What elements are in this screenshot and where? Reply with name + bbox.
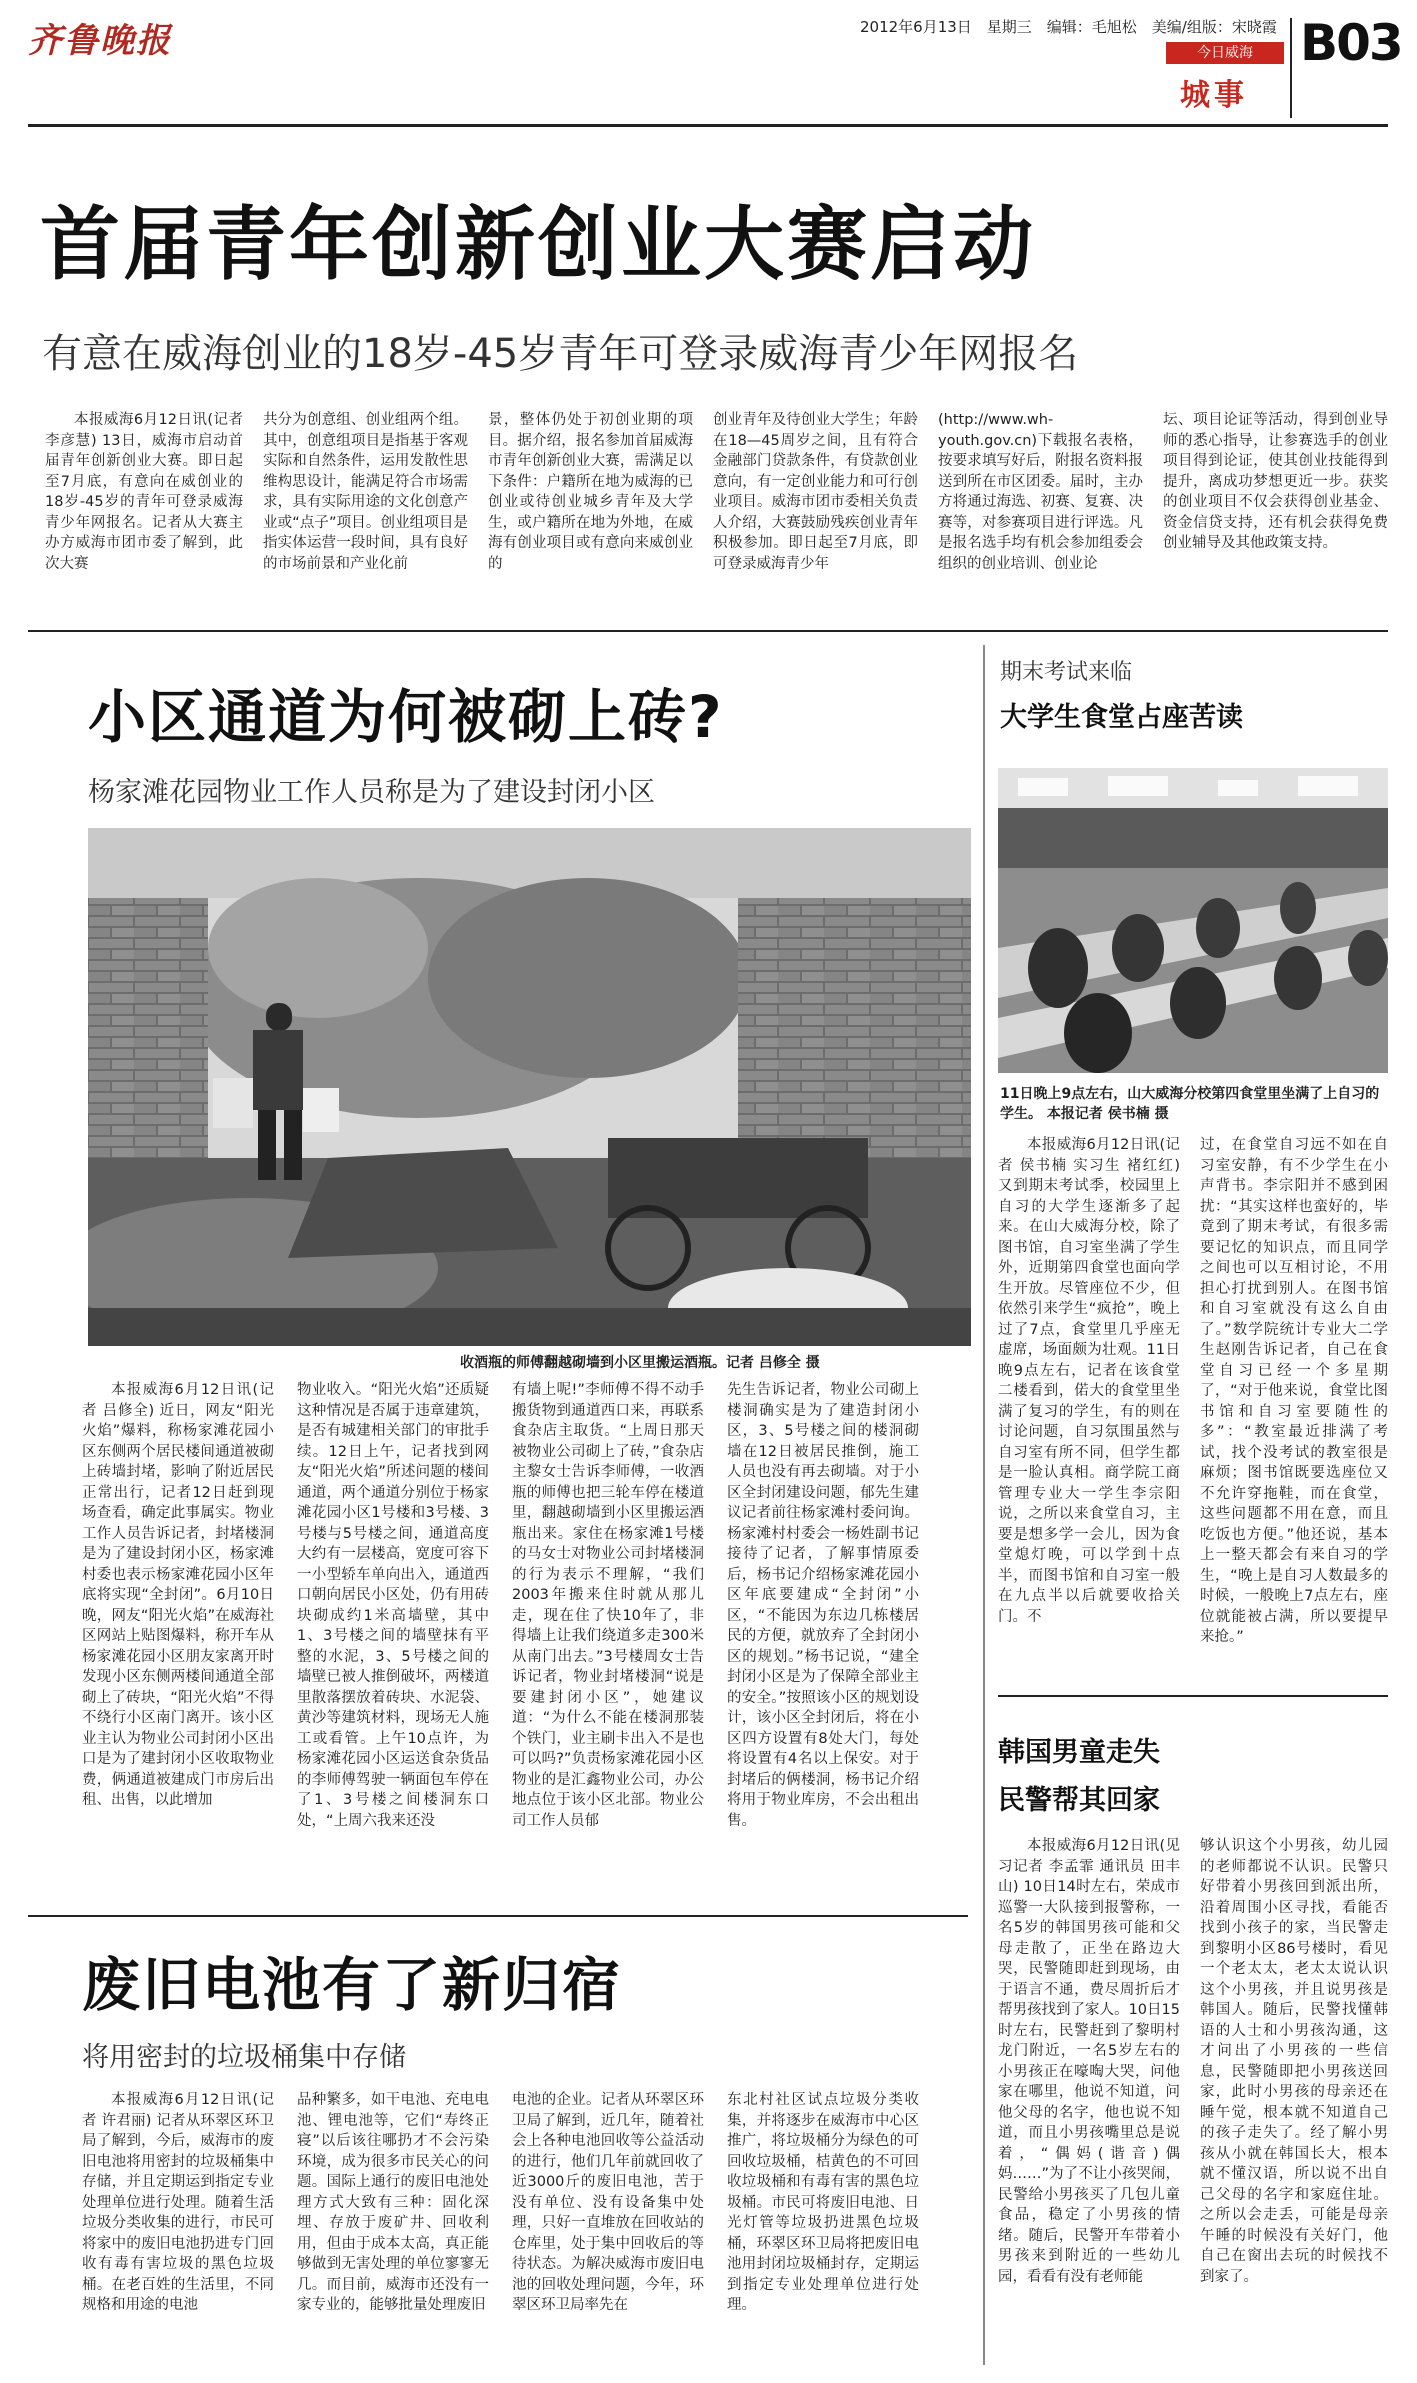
lead-col-2: 共分为创意组、创业组两个组。其中，创意组项目是指基于客观实际和自然条件，运用发散性思维构思设计，能满足符合市场需求，具有实际用途的文化创意产业或“点子”项目。创业组项目是指实体运营一段时间，具有良好的市场前景和产业化前: [263, 412, 468, 572]
story2-photo-caption: 收酒瓶的师傅翻越砌墙到小区里搬运酒瓶。记者 吕修全 摄: [460, 1355, 820, 1371]
story2-col-2: 物业收入。“阳光火焰”还质疑这种情况是否属于违章建筑，是否有城建相关部门的审批手续。12日上午，记者找到网友“阳光火焰”所述问题的楼间通道，两个通道分别位于杨家滩花园小区1号楼和3号楼、3号楼与5号楼之间，通道高度大约有一层楼高，宽度可容下一小型轿车单向出入，通道西口朝向居民小区处，仍有用砖块砌成约1米高墙壁，其中1、3号楼之间的墙壁抹有平整的水泥，3、5号楼之间的墙壁已被人推倒破坏，两楼道里散落摆放着砖块、水泥袋、黄沙等建筑材料，现场无人施工或看管。上午10点许，为杨家滩花园小区运送食杂货品的李师傅驾驶一辆面包车停在了1、3号楼之间楼洞东口处，“上周六我来还没: [297, 1382, 489, 1829]
lead-subhead: 有意在威海创业的18岁-45岁青年可登录威海青少年网报名: [42, 331, 1079, 377]
masthead-logo: 齐鲁晚报: [28, 21, 172, 61]
side1-bottom-rule: [998, 1695, 1388, 1697]
story3-col-3: 电池的企业。记者从环翠区环卫局了解到，近几年，随着社会上各种电池回收等公益活动的进行，他们几年前就回收了近3000斤的废旧电池，苦于没有单位、没有设备集中处理，只好一直堆放在回收站的仓库里，处于集中回收后的等待状态。为解决威海市废旧电池的回收处理问题，今年，环翠区环卫局率先在: [512, 2092, 704, 2313]
story2-col-4: 先生告诉记者，物业公司砌上楼洞确实是为了建造封闭小区，3、5号楼之间的楼洞砌墙在12日被居民推倒，施工人员也没有再去砌墙。对于小区全封闭建设问题，郁先生建议记者前往杨家滩村委问询。杨家滩村村委会一杨姓副书记接待了记者，了解事情原委后，杨书记介绍杨家滩花园小区年底要建成“全封闭”小区，“不能因为东边几栋楼居民的方便，就放弃了全封闭小区的规划。”杨书记说，“建全封闭小区是为了保障全部业主的安全。”按照该小区的规划设计，该小区全封闭后，将在小区四方设置有8处大门，每处将设置有4名以上保安。对于封堵后的俩楼洞，杨书记介绍将用于物业库房，不会出租出售。: [727, 1382, 919, 1829]
side1-photo: [998, 768, 1388, 1073]
side1-col-1: 本报威海6月12日讯(记者 侯书楠 实习生 褚红红) 又到期末考试季，校园里上自习的大学生逐渐多了起来。在山大威海分校，除了图书馆，自习室坐满了学生外，近期第四食堂也面向学生开放。尽管座位不少，但依然引来学生“疯抢”，晚上过了7点，食堂里几乎座无虚席，场面颇为壮观。11日晚9点左右，记者在该食堂二楼看到，偌大的食堂里坐满了复习的学生，有的则在讨论问题，自习氛围虽然与自习室有所不同，但学生都是一脸认真相。商学院工商管理专业大一学生李宗阳说，之所以来食堂自习，主要是想多学一会儿，因为食堂熄灯晚，可以学到十点半，而图书馆和自习室一般在九点半以后就要收拾关门。不: [998, 1137, 1180, 1625]
side1-col-2: 过，在食堂自习远不如在自习室安静，有不少学生在小声背书。李宗阳并不感到困扰：“其实这样也蛮好的，毕竟到了期末考试，有很多需要记忆的知识点，而且同学之间也可以互相讨论，不用担心打扰到别人。在图书馆和自习室就没有这么自由了。”数学院统计专业大二学生赵刚告诉记者，自己在食堂自习已经一个多星期了，“对于他来说，食堂比图书馆和自习室要随性的多”：“教室最近排满了考试，找个没考试的教室很是麻烦；图书馆既要选座位又不允许穿拖鞋，而在食堂，这些问题都不用在意，而且吃饭也方便。”他还说，基本上一整天都会有来自习的学生，“晚上是自习人数最多的时候，一般晚上7点左右，座位就能被占满，所以要提早来抢。”: [1200, 1137, 1388, 1645]
lead-col-5: (http://www.wh-youth.gov.cn)下载报名表格，按要求填写好后，附报名资料报送到所在市区团委。届时，主办方将通过海选、初赛、复赛、决赛等，对参赛项目进行评选。凡是报名选手均有机会参加组委会组织的创业培训、创业论: [938, 412, 1143, 572]
story3-col-2: 品种繁多，如干电池、充电电池、锂电池等，它们“寿终正寝”以后该往哪扔才不会污染环境，成为很多市民关心的问题。国际上通行的废旧电池处理方式大致有三种：固化深埋、存放于废矿井、回收利用，但由于成本太高，真正能够做到无害处理的单位寥寥无几。而目前，威海市还没有一家专业的，能够批量处理废旧: [297, 2092, 489, 2313]
issue-meta: 2012年6月13日 星期三 编辑：毛旭松 美编/组版：宋晓霞: [860, 18, 1277, 36]
story3-col-1: 本报威海6月12日讯(记者 许君丽) 记者从环翠区环卫局了解到，今后，威海市的废旧电池将用密封的垃圾桶集中存储，并且定期运到指定专业处理单位进行处理。随着生活垃圾分类收集的进行，市民可将家中的废旧电池扔进专门回收有毒有害垃圾的黑色垃圾桶。在老百姓的生活里，不同规格和用途的电池: [82, 2092, 274, 2313]
section-tag: 今日威海: [1166, 42, 1284, 64]
header-divider: [1290, 18, 1292, 118]
sidebar-divider: [983, 645, 985, 2365]
side1-kicker: 期末考试来临: [1000, 660, 1133, 685]
story2-bottom-rule: [28, 1915, 968, 1917]
side2-headline-line1: 韩国男童走失: [998, 1737, 1160, 1768]
side2-col-2: 够认识这个小男孩，幼儿园的老师都说不认识。民警只好带着小男孩回到派出所，沿着周围小区寻找，看能否找到小孩子的家，当民警走到黎明小区86号楼时，看见一个老太太，老太太说认识这个小男孩，并且说男孩是韩国人。随后，民警找懂韩语的人士和小男孩沟通，这才问出了小男孩的一些信息，民警随即把小男孩送回家，此时小男孩的母亲还在睡午觉，根本就不知道自己的孩子走失了。经了解小男孩从小就在韩国长大，根本就不懂汉语，所以说不出自己父母的名字和家庭住址。之所以会走丢，可能是母亲午睡的时候没有关好门，他自己在窗出去玩的时候找不到家了。: [1200, 1838, 1388, 2285]
story2-subhead: 杨家滩花园物业工作人员称是为了建设封闭小区: [88, 777, 655, 808]
lead-col-6: 坛、项目论证等活动，得到创业导师的悉心指导，让参赛选手的创业项目得到论证，使其创业技能得到提升，离成功梦想更近一步。获奖的创业项目不仅会获得创业基金、资金信贷支持，还有机会获得免费创业辅导及其他政策支持。: [1163, 412, 1388, 551]
story2-photo: [88, 828, 971, 1346]
story2-col-3: 有墙上呢!”李师傅不得不动手搬货物到通道西口来，再联系食杂店主取货。“上周日那天被物业公司砌上了砖，”食杂店主黎女士告诉李师傅，一收酒瓶的师傅也把三轮车停在楼道里，翻越砌墙到小区里搬运酒瓶出来。家住在杨家滩1号楼的马女士对物业公司封堵楼洞的行为表示不理解，“我们2003年搬来住时就从那儿走，现在住了快10年了，非得墙上让我们绕道多走300米从南门出去。”3号楼周女士告诉记者，物业封堵楼洞“说是要建封闭小区”，她建议道：“为什么不能在楼洞那装个铁门，业主刷卡出入不是也可以吗?”负责杨家滩花园小区物业的是汇鑫物业公司，办公地点位于该小区北部。物业公司工作人员郁: [512, 1382, 704, 1829]
side1-headline: 大学生食堂占座苦读: [1000, 702, 1243, 733]
top-rule: [28, 124, 1388, 127]
lead-col-1: 本报威海6月12日讯(记者 李彦慧) 13日，威海市启动首届青年创新创业大赛。即日起至7月底，有意向在威创业的18岁-45岁的青年可登录威海青少年网报名。记者从大赛主办方威海市团市委了解到，此次大赛: [45, 412, 243, 572]
lead-headline: 首届青年创新创业大赛启动: [40, 198, 1036, 291]
lead-col-4: 创业青年及待创业大学生；年龄在18—45周岁之间，且有符合金融部门贷款条件，有贷款创业意向，有一定创业能力和可行创业项目。威海市团市委相关负责人介绍，大赛鼓励残疾创业青年积极参加。即日起至7月底，即可登录威海青少年: [713, 412, 918, 572]
section-name: 城事: [1180, 78, 1248, 113]
story3-headline: 废旧电池有了新归宿: [82, 1951, 623, 2019]
side2-col-1: 本报威海6月12日讯(见习记者 李孟霏 通讯员 田丰山) 10日14时左右，荣成市巡警一大队接到报警称，一名5岁的韩国男孩可能和父母走散了，正坐在路边大哭，民警随即赶到现场，由于语言不通，费尽周折后才帮男孩找到了家人。10日15时左右，民警赶到了黎明村龙门附近，一名5岁左右的小男孩正在嚎啕大哭，问他家在哪里，他说不知道，问他父母的名字，他也说不知道，而且小男孩嘴里总是说着，“偶妈(谐音)偶妈……”为了不让小孩哭闹，民警给小男孩买了几包儿童食品，稳定了小男孩的情绪。随后，民警开车带着小男孩来到附近的一些幼儿园，看看有没有老师能: [998, 1838, 1180, 2285]
story2-headline: 小区通道为何被砌上砖?: [88, 683, 724, 751]
side2-headline-line2: 民警帮其回家: [998, 1785, 1160, 1816]
story3-col-4: 东北村社区试点垃圾分类收集，并将逐步在威海市中心区推广，将垃圾桶分为绿色的可回收垃圾桶，桔黄色的不可回收垃圾桶和有毒有害的黑色垃圾桶。市民可将废旧电池、日光灯管等垃圾扔进黑色垃圾桶，环翠区环卫局将把废旧电池用封闭垃圾桶封存，定期运到指定专业处理单位进行处理。: [727, 2092, 919, 2313]
side1-photo-caption: 11日晚上9点左右，山大威海分校第四食堂里坐满了上自习的学生。 本报记者 侯书楠 摄: [1000, 1086, 1380, 1122]
page-number: B03: [1300, 14, 1402, 72]
lead-col-3: 景，整体仍处于初创业期的项目。据介绍，报名参加首届威海市青年创新创业大赛，需满足以下条件：户籍所在地为威海的已创业或待创业城乡青年及大学生，或户籍所在地为外地，在威海有创业项目或有意向来威创业的: [488, 412, 693, 572]
story3-subhead: 将用密封的垃圾桶集中存储: [82, 2042, 406, 2073]
story2-col-1: 本报威海6月12日讯(记者 吕修全) 近日，网友“阳光火焰”爆料，称杨家滩花园小区东侧两个居民楼间通道被砌上砖墙封堵，影响了附近居民正常出行，记者12日赶到现场查看，确定此事属实。物业工作人员告诉记者，封堵楼洞是为了建设封闭小区，杨家滩村委也表示杨家滩花园小区年底将实现“全封闭”。6月10日晚，网友“阳光火焰”在威海社区网站上贴图爆料，称开车从杨家滩花园小区朋友家离开时发现小区东侧两楼间通道全部砌上了砖块，“阳光火焰”不得不绕行小区南门离开。该小区业主认为物业公司封闭小区出口是为了建封闭小区收取物业费，俩通道被建成门市房后出租、出售，以此增加: [82, 1382, 274, 1808]
lead-bottom-rule: [28, 630, 1388, 632]
